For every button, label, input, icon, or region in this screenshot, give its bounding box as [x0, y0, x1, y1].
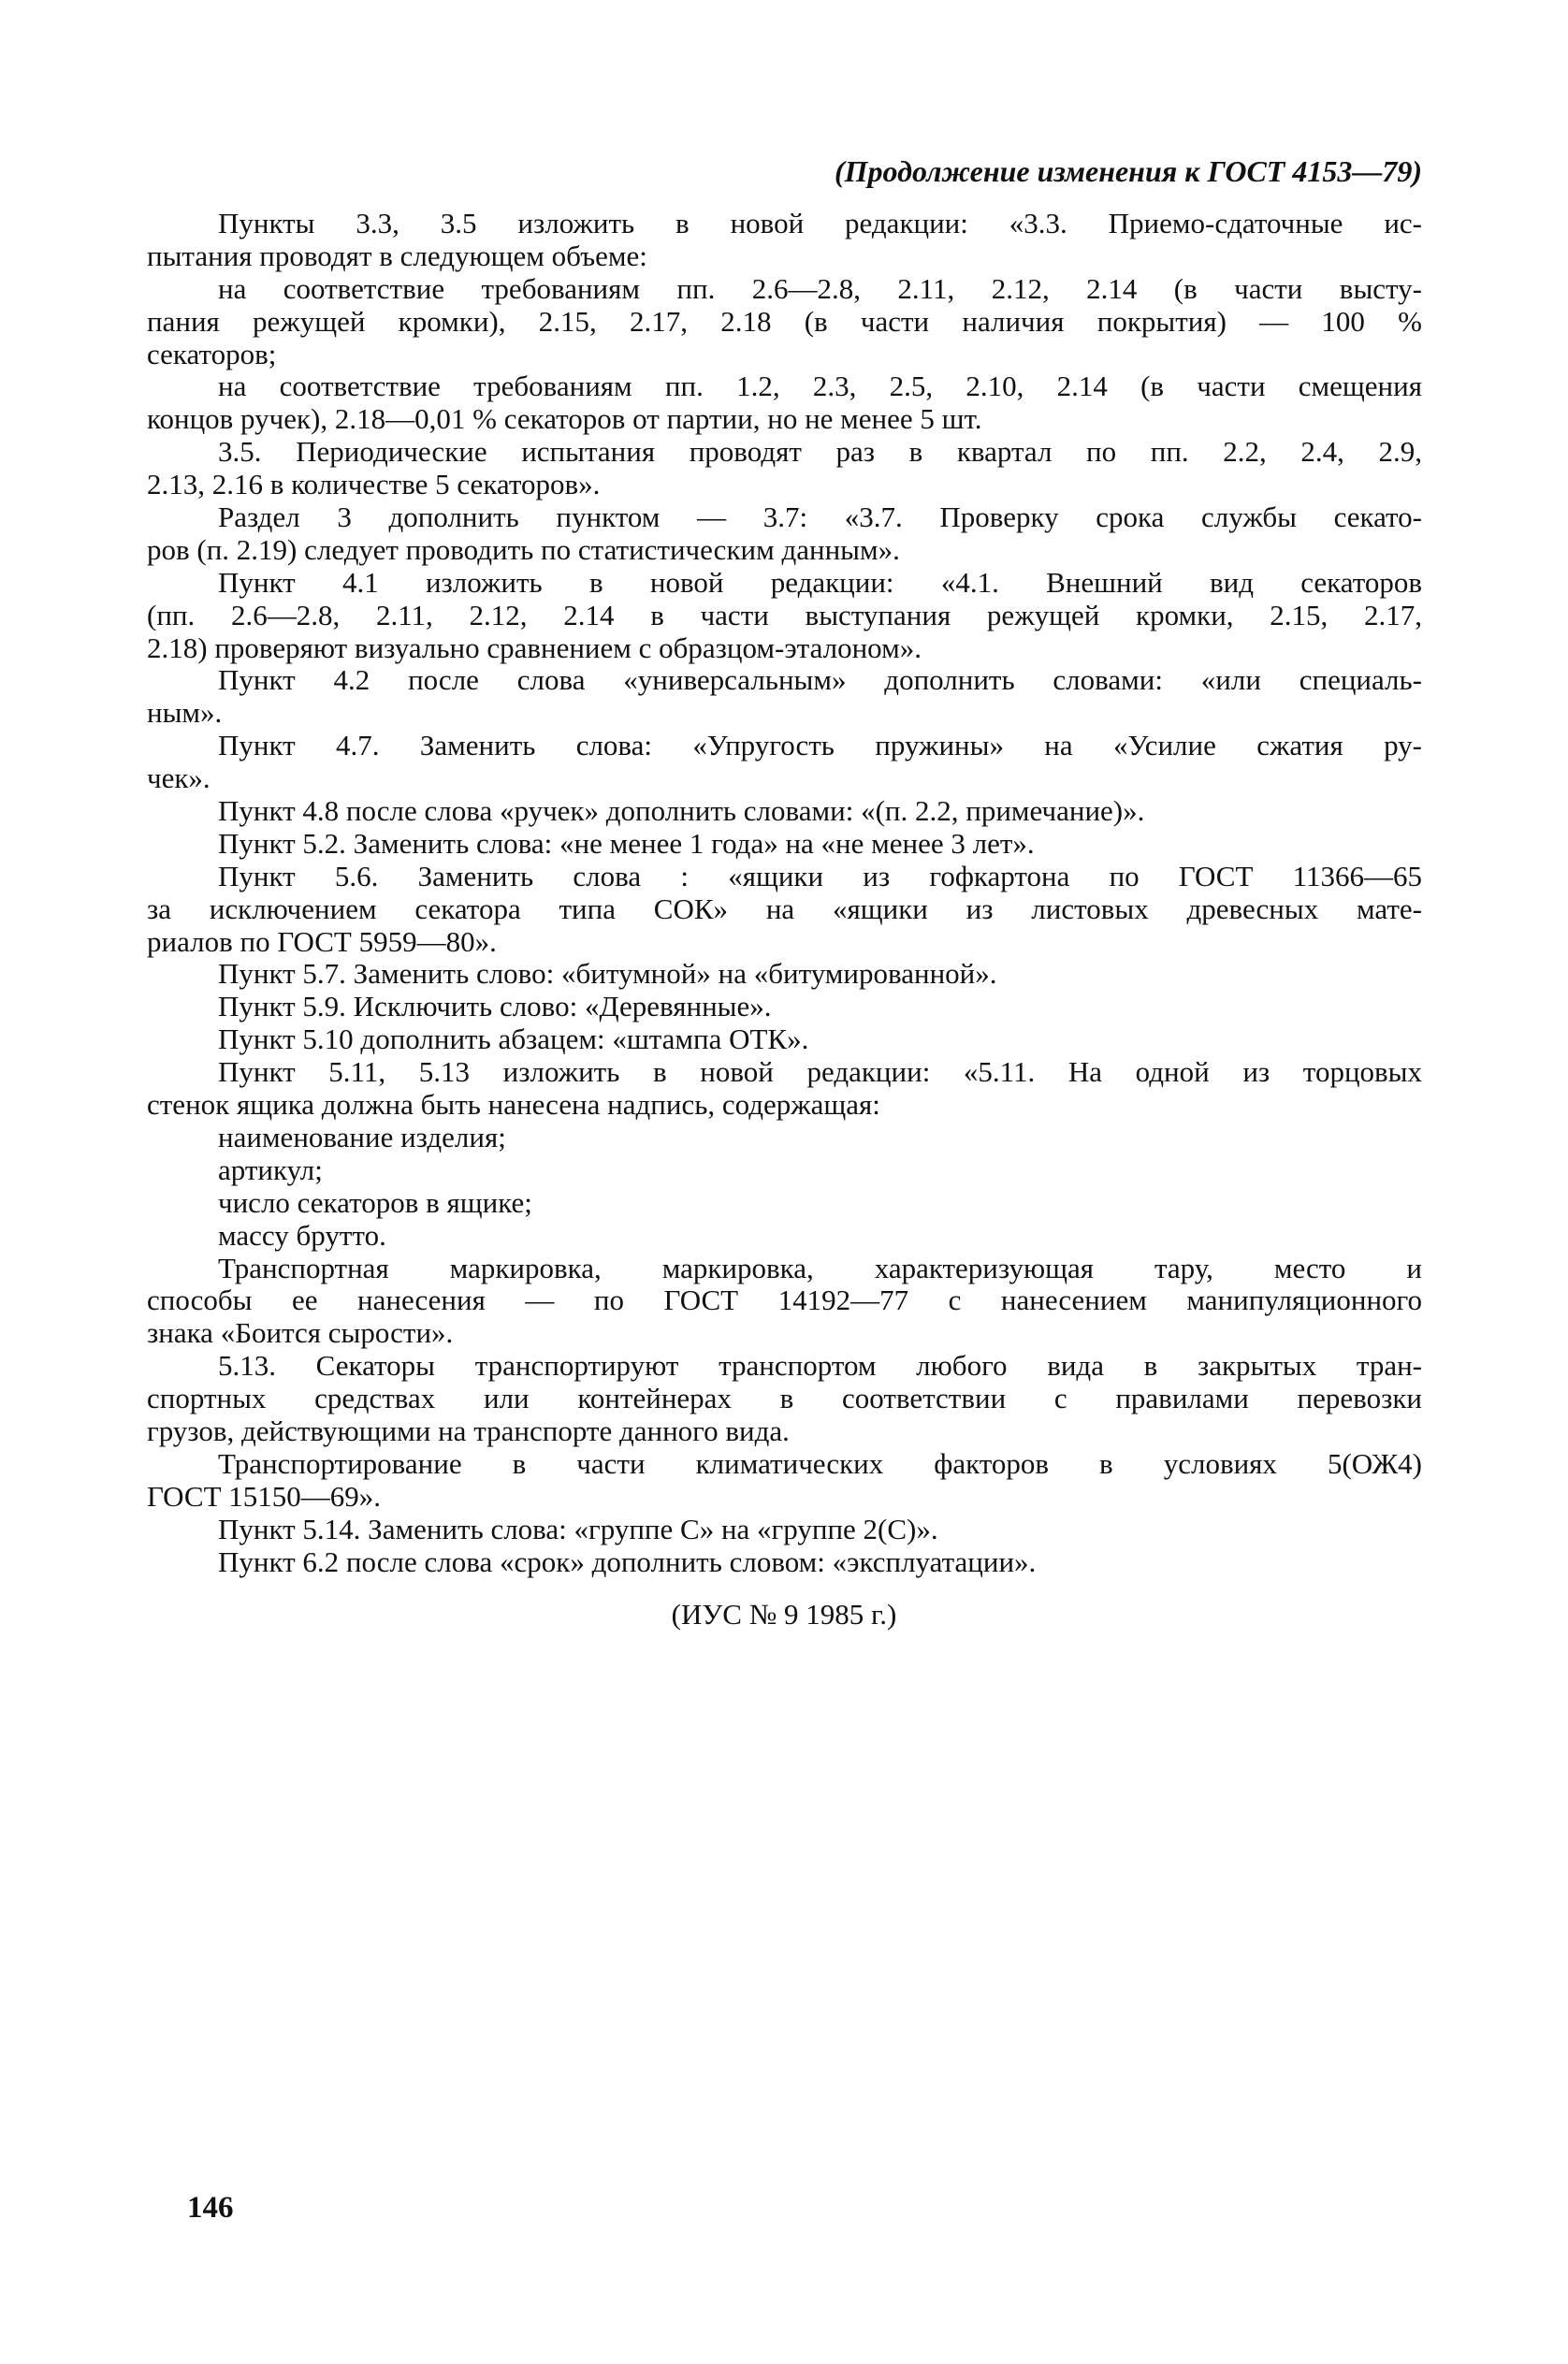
- text-line: Пункт 5.7. Заменить слово: «битумной» на «битумированной».: [218, 957, 997, 991]
- text-line: на соответствие требованиям пп. 1.2, 2.3, 2.5, 2.10, 2.14 (в части смещения: [218, 370, 1422, 403]
- page-number: 146: [187, 2191, 234, 2225]
- text-line: Пункт 4.2 после слова «универсальным» дополнить словами: «или специаль-: [218, 663, 1422, 697]
- text-line: знака «Боится сырости».: [147, 1316, 454, 1350]
- text-line: Раздел 3 дополнить пунктом — 3.7: «3.7. Проверку срока службы секато-: [218, 500, 1422, 534]
- text-line: 2.13, 2.16 в количестве 5 секаторов».: [147, 468, 601, 501]
- text-line: Пункт 5.9. Исключить слово: «Деревянные».: [218, 990, 772, 1023]
- text-line: на соответствие требованиям пп. 2.6—2.8, 2.11, 2.12, 2.14 (в части высту-: [218, 271, 1422, 305]
- text-line: Пункт 5.6. Заменить слова : «ящики из гофкартона по ГОСТ 11366—65: [218, 859, 1422, 892]
- text-line: 5.13. Секаторы транспортируют транспортом любого вида в закрытых тран-: [218, 1349, 1422, 1383]
- text-line: Транспортирование в части климатических факторов в условиях 5(ОЖ4): [218, 1446, 1422, 1480]
- text-line: Пункт 5.2. Заменить слова: «не менее 1 года» на «не менее 3 лет».: [218, 826, 1035, 860]
- text-line: способы ее нанесения — по ГОСТ 14192—77 с нанесением манипуляционного: [147, 1284, 1422, 1317]
- text-line: Пункт 5.10 дополнить абзацем: «штампа ОТК».: [218, 1022, 809, 1056]
- text-line: массу брутто.: [218, 1218, 386, 1252]
- text-line: (пп. 2.6—2.8, 2.11, 2.12, 2.14 в части выступания режущей кромки, 2.15, 2.17,: [147, 598, 1422, 631]
- text-line: Пункты 3.3, 3.5 изложить в новой редакции: «3.3. Приемо-сдаточные ис-: [218, 207, 1422, 239]
- document-body: [147, 208, 1422, 1578]
- text-line: ров (п. 2.19) следует проводить по статистическим данным».: [147, 532, 900, 566]
- text-line: чек».: [147, 761, 211, 795]
- text-line: грузов, действующими на транспорте данного вида.: [147, 1414, 790, 1447]
- text-line: артикул;: [218, 1153, 323, 1186]
- text-line: за исключением секатора типа СОК» на «ящики из листовых древесных мате-: [147, 892, 1422, 925]
- text-line: Пункт 4.8 после слова «ручек» дополнить словами: «(п. 2.2, примечание)».: [218, 794, 1145, 828]
- text-line: 2.18) проверяют визуально сравнением с образцом-эталоном».: [147, 631, 922, 664]
- text-line: Пункт 5.14. Заменить слова: «группе С» на «группе 2(С)».: [218, 1512, 938, 1545]
- text-line: Транспортная маркировка, маркировка, характеризующая тару, место и: [218, 1251, 1422, 1284]
- text-line: ным».: [147, 696, 223, 730]
- running-header: (Продолжение изменения к ГОСТ 4153—79): [834, 154, 1422, 188]
- source-reference: (ИУС № 9 1985 г.): [671, 1598, 897, 1631]
- text-line: пания режущей кромки), 2.15, 2.17, 2.18 (в части наличия покрытия) — 100 %: [147, 304, 1422, 338]
- text-line: стенок ящика должна быть нанесена надпись, содержащая:: [147, 1088, 880, 1122]
- text-line: риалов по ГОСТ 5959—80».: [147, 924, 497, 958]
- text-line: число секаторов в ящике;: [218, 1185, 532, 1219]
- text-line: Пункт 6.2 после слова «срок» дополнить словом: «эксплуатации».: [218, 1545, 1037, 1578]
- text-line: ГОСТ 15150—69».: [147, 1479, 382, 1513]
- text-line: Пункт 4.7. Заменить слова: «Упругость пружины» на «Усилие сжатия ру-: [218, 729, 1422, 762]
- text-line: спортных средствах или контейнерах в соответствии с правилами перевозки: [147, 1382, 1422, 1415]
- text-line: пытания проводят в следующем объеме:: [147, 239, 647, 272]
- text-line: Пункт 4.1 изложить в новой редакции: «4.1. Внешний вид секаторов: [218, 565, 1422, 599]
- text-line: наименование изделия;: [218, 1120, 506, 1153]
- text-line: концов ручек), 2.18—0,01 % секаторов от партии, но не менее 5 шт.: [147, 402, 982, 436]
- text-line: Пункт 5.11, 5.13 изложить в новой редакции: «5.11. На одной из торцовых: [218, 1055, 1422, 1089]
- text-line: секаторов;: [147, 337, 277, 370]
- text-line: 3.5. Периодические испытания проводят раз в квартал по пп. 2.2, 2.4, 2.9,: [218, 435, 1422, 469]
